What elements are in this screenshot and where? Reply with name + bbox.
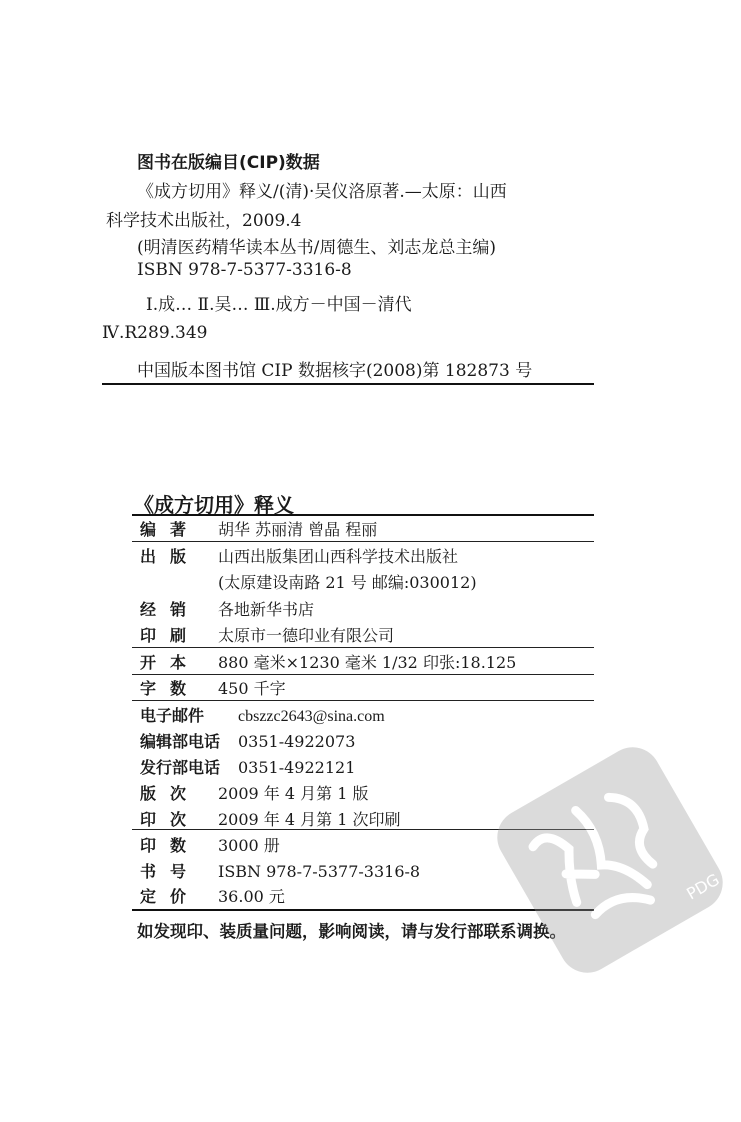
stamp-text: PDG — [683, 869, 723, 904]
row-value: (太原建设南路 21 号 邮编:030012) — [218, 573, 477, 592]
quality-notice: 如发现印、装质量问题，影响阅读，请与发行部联系调换。 — [137, 922, 566, 941]
stamp-body — [487, 737, 733, 983]
cip-isbn: ISBN 978-7-5377-3316-8 — [137, 260, 352, 280]
row-label: 发行部电话 — [140, 758, 221, 777]
row-label: 印次 — [140, 810, 201, 829]
row-value: 山西出版集团山西科学技术出版社 — [218, 547, 459, 566]
row-label: 书号 — [140, 862, 201, 881]
row-editorial-phone — [140, 729, 355, 752]
row-label: 出版 — [140, 547, 201, 566]
row-label: 版次 — [140, 784, 201, 803]
row-value: 450 千字 — [218, 679, 286, 698]
rule-1 — [132, 541, 594, 542]
row-label: 印数 — [140, 836, 201, 855]
row-label: 印刷 — [140, 626, 201, 645]
row-word-count — [140, 676, 286, 699]
row-printing — [140, 807, 401, 830]
row-value: 0351-4922121 — [238, 758, 356, 777]
row-label: 经销 — [140, 600, 201, 619]
row-label: 定价 — [140, 887, 201, 906]
row-distributor — [140, 597, 314, 620]
row-edition — [140, 781, 369, 804]
cip-bottom-rule — [102, 383, 594, 385]
row-value: cbszzc2643@sina.com — [238, 708, 385, 725]
row-publisher-address — [218, 570, 477, 593]
row-price — [140, 884, 285, 907]
row-value: 2009 年 4 月第 1 次印刷 — [218, 810, 401, 829]
row-value: 胡华 苏丽清 曾晶 程丽 — [218, 520, 378, 539]
row-value: 0351-4922073 — [238, 732, 356, 751]
cip-classification: Ⅰ.成… Ⅱ.吴… Ⅲ.成方－中国－清代 — [146, 295, 412, 315]
row-value: 2009 年 4 月第 1 版 — [218, 784, 369, 803]
row-value: 各地新华书店 — [218, 600, 315, 619]
row-value: 太原市一德印业有限公司 — [218, 626, 395, 645]
title-rule — [132, 514, 594, 516]
row-author — [140, 517, 377, 540]
row-label: 编著 — [140, 520, 201, 539]
cip-class-number: Ⅳ.R289.349 — [102, 323, 208, 343]
row-email — [140, 703, 385, 726]
row-value: 36.00 元 — [218, 887, 285, 906]
row-printer — [140, 623, 394, 646]
row-print-count — [140, 833, 280, 856]
rule-2 — [132, 647, 594, 648]
book-title: 《成方切用》释义 — [134, 493, 294, 517]
rule-3 — [132, 674, 594, 675]
row-label: 编辑部电话 — [140, 732, 221, 751]
row-value: ISBN 978-7-5377-3316-8 — [218, 862, 421, 881]
cip-line-3: (明清医药精华读本丛书/周德生、刘志龙总主编) — [137, 238, 496, 258]
cip-record-number: 中国版本图书馆 CIP 数据核字(2008)第 182873 号 — [137, 361, 533, 381]
cip-line-1: 《成方切用》释义/(清)·吴仪洛原著.—太原：山西 — [137, 182, 507, 202]
pdg-stamp-watermark — [473, 723, 741, 996]
row-value: 880 毫米×1230 毫米 1/32 印张:18.125 — [218, 653, 517, 672]
row-value: 3000 册 — [218, 836, 280, 855]
row-format — [140, 650, 516, 673]
row-publisher — [140, 544, 458, 567]
row-label: 开本 — [140, 653, 201, 672]
row-label: 字数 — [140, 679, 201, 698]
cip-line-2: 科学技术出版社，2009.4 — [106, 211, 302, 231]
cip-heading: 图书在版编目(CIP)数据 — [137, 153, 320, 173]
row-label: 电子邮件 — [140, 706, 205, 725]
rule-4 — [132, 700, 594, 701]
row-distribution-phone — [140, 755, 355, 778]
row-isbn — [140, 859, 420, 882]
stamp-icon — [473, 723, 741, 996]
